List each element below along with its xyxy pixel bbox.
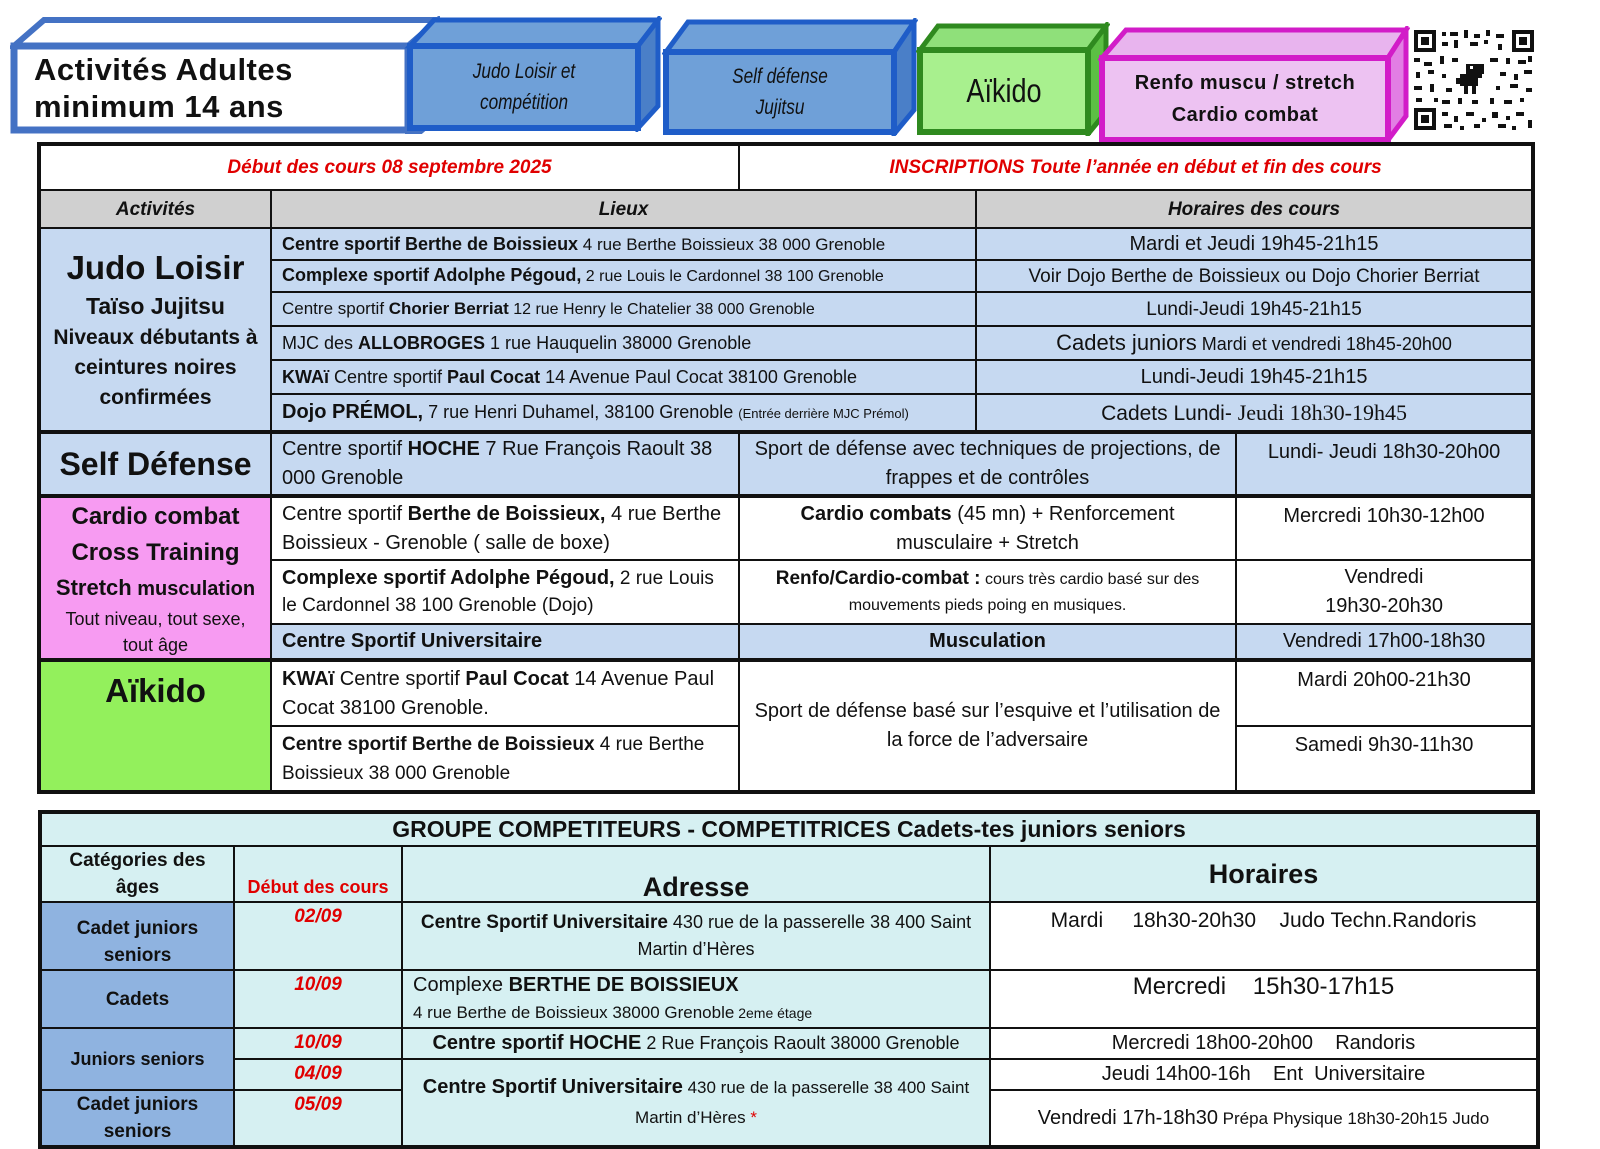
comp-cat-1: Cadets (40, 970, 234, 1028)
inscriptions: INSCRIPTIONS Toute l’année en début et fin des cours (739, 144, 1533, 190)
self-box-line2: Jujitsu (755, 96, 805, 119)
title-line2: minimum 14 ans (34, 89, 284, 124)
comp-date-4: 05/09 (234, 1090, 402, 1147)
comp-addr-0-b: Centre Sportif Universitaire (420, 912, 668, 933)
cardio-time-1a: Vendredi (1344, 566, 1424, 588)
aikido-place-1: 4 rue Berthe Boissieux 38 000 Grenoble (282, 733, 705, 784)
aikido-place-1-b: Centre sportif Berthe de Boissieux (282, 733, 595, 755)
col-activites: Activités (39, 190, 271, 228)
comp-addr-1-small: 2eme étage (734, 1004, 813, 1021)
aikido-place-0-b: Paul Cocat (465, 667, 569, 690)
cardio-place-2-b: Centre Sportif Universitaire (271, 624, 739, 660)
comp-col-debut: Début des cours (234, 846, 402, 902)
judo-place-4-b: Paul Cocat (447, 366, 541, 387)
title-box (10, 16, 440, 134)
comp-addr-3-star: * (750, 1108, 757, 1127)
cardio-row (39, 496, 1533, 560)
cardio-place-1-b: Complexe sportif Adolphe Pégoud, (282, 567, 615, 589)
comp-date-0: 02/09 (234, 902, 402, 970)
aikido-place-0-b0: KWAï (282, 667, 335, 690)
comp-row (40, 1059, 1538, 1090)
judo-place-4: 14 Avenue Paul Cocat 38100 Grenoble (540, 366, 857, 387)
cardio-name2: Cross Training (71, 538, 240, 566)
qr-code-icon[interactable] (1412, 28, 1536, 132)
judo-place-0: 4 rue Berthe Boissieux 38 000 Grenoble (578, 234, 886, 254)
judo-time-3-big: Cadets juniors (1056, 329, 1197, 355)
cardio-place-0: 4 rue Berthe Boissieux - Grenoble ( salle de boxe) (282, 502, 722, 554)
comp-date-3: 04/09 (234, 1059, 402, 1090)
comp-row (40, 902, 1538, 970)
aikido-row (39, 660, 1533, 726)
cardio-activity-cell (39, 496, 271, 660)
self-defense-box[interactable] (662, 18, 918, 136)
judo-place-1-b: Complexe sportif Adolphe Pégoud, (282, 265, 582, 285)
renfo-box[interactable] (1098, 26, 1410, 144)
judo-levels: Niveaux débutants à ceintures noires confirmées (53, 325, 258, 409)
cardio-desc-2-b: Musculation (739, 624, 1236, 660)
judo-place-3-b: ALLOBROGES (358, 332, 486, 353)
aikido-place-0-pre: Centre sportif (334, 667, 466, 690)
cardio-time-0: Mercredi 10h30-12h00 (1236, 496, 1533, 560)
comp-addr-3-b: Centre Sportif Universitaire (422, 1076, 683, 1098)
col-lieux: Lieux (271, 190, 976, 228)
cardio-time-1b: 19h30-20h30 (1325, 595, 1443, 617)
comp-addr-1-b: BERTHE DE BOISSIEUX (508, 973, 739, 996)
judo-activity-cell (39, 228, 271, 432)
judo-place-3-pre: MJC des (282, 332, 359, 353)
self-place-pre: Centre sportif (282, 438, 408, 460)
aikido-time-1: Samedi 9h30-11h30 (1236, 726, 1533, 792)
judo-time-4: Lundi-Jeudi 19h45-21h15 (976, 360, 1533, 394)
title-line1: Activités Adultes (34, 52, 293, 87)
cardio-time-2: Vendredi 17h00-18h30 (1236, 624, 1533, 660)
comp-row (40, 970, 1538, 1028)
self-name: Self Défense (39, 432, 271, 496)
self-desc: Sport de défense avec techniques de projections, de frappes et de contrôles (739, 432, 1236, 496)
comp-cat-0: Cadet juniors seniors (40, 902, 234, 970)
judo-place-5: 7 rue Henri Duhamel, 38100 Grenoble (423, 401, 739, 422)
comp-col-cat: Catégories des âges (40, 846, 234, 902)
comp-addr-2-b: Centre sportif HOCHE (432, 1032, 642, 1054)
judo-place-5-b: Dojo PRÉMOL, (282, 400, 424, 423)
judo-box-line1: Judo Loisir et (472, 60, 576, 83)
aikido-name: Aïkido (105, 672, 206, 709)
main-schedule-table (37, 142, 1535, 794)
self-defense-row (39, 432, 1533, 496)
renfo-box-line2: Cardio combat (1171, 104, 1319, 126)
cardio-name1: Cardio combat (71, 502, 240, 530)
judo-place-1: 2 rue Louis le Cardonnel 38 100 Grenoble (581, 268, 884, 285)
start-date: Début des cours 08 septembre 2025 (39, 144, 739, 190)
judo-place-4-pre: Centre sportif (329, 366, 448, 387)
cardio-name3a: Stretch (55, 574, 132, 600)
comp-time-4: Vendredi 17h-18h30 (1037, 1106, 1218, 1129)
judo-place-3: 1 rue Hauquelin 38000 Grenoble (485, 332, 752, 353)
judo-place-2-b: Chorier Berriat (388, 299, 509, 318)
competition-title: GROUPE COMPETITEURS - COMPETITRICES Cadets-tes juniors seniors (40, 812, 1538, 846)
judo-place-5-note: (Entrée derrière MJC Prémol) (738, 405, 909, 421)
judo-time-5: Cadets Lundi- (1101, 401, 1238, 425)
aikido-time-0: Mardi 20h00-21h30 (1236, 660, 1533, 726)
comp-col-horaires: Horaires (990, 846, 1538, 902)
comp-time-2: Mercredi 18h00-20h00 Randoris (990, 1028, 1538, 1059)
judo-time-5-serif: Jeudi 18h30-19h45 (1237, 399, 1407, 425)
aikido-desc: Sport de défense basé sur l’esquive et l’utilisation de la force de l’adversaire (739, 660, 1236, 792)
judo-row (39, 228, 1533, 260)
comp-date-2: 10/09 (234, 1028, 402, 1059)
judo-place-2: 12 rue Henry le Chatelier 38 000 Grenoble (508, 301, 815, 318)
cardio-place-0-pre: Centre sportif (282, 502, 408, 525)
judo-place-4-b0: KWAï (282, 366, 329, 387)
cardio-name3b: musculation (131, 577, 256, 600)
judo-time-0: Mardi et Jeudi 19h45-21h15 (976, 228, 1533, 260)
comp-addr-1: 4 rue Berthe de Boissieux 38000 Grenoble (413, 1002, 735, 1022)
comp-cat-2: Juniors seniors (40, 1028, 234, 1090)
competition-table (38, 810, 1540, 1149)
comp-addr-3: 430 rue de la passerelle 38 400 Saint Martin d’Hères (635, 1078, 970, 1127)
self-place-b: HOCHE (407, 438, 480, 460)
comp-cat-4: Cadet juniors seniors (40, 1090, 234, 1147)
judo-name: Judo Loisir (66, 248, 245, 286)
aikido-box-label: Aïkido (966, 72, 1042, 109)
comp-time-1: Mercredi 15h30-17h15 (990, 970, 1538, 1028)
judo-time-2: Lundi-Jeudi 19h45-21h15 (976, 292, 1533, 326)
judo-place-2-pre: Centre sportif (282, 299, 389, 318)
comp-addr-1-pre: Complexe (413, 973, 509, 996)
comp-addr-2: 2 Rue François Raoult 38000 Grenoble (641, 1033, 960, 1053)
comp-addr-0: 430 rue de la passerelle 38 400 Saint Martin d’Hères (637, 912, 972, 959)
self-place: 7 Rue François Raoult 38 000 Grenoble (282, 438, 713, 489)
cardio-desc-1-b: Renfo/Cardio-combat : (775, 567, 981, 589)
cardio-desc-0: (45 mn) + Renforcement musculaire + Stretch (896, 502, 1175, 554)
cardio-place-1: 2 rue Louis le Cardonnel 38 100 Grenoble (Dojo) (282, 568, 714, 616)
self-box-line1: Self défense (732, 65, 828, 88)
aikido-place-0: 14 Avenue Paul Cocat 38100 Grenoble. (282, 667, 715, 719)
comp-date-1: 10/09 (234, 970, 402, 1028)
cardio-name4: Tout niveau, tout sexe, tout âge (65, 608, 246, 655)
comp-row (40, 1028, 1538, 1059)
aikido-box[interactable] (916, 22, 1110, 136)
judo-sub: Taïso Jujitsu (86, 292, 225, 319)
judo-time-1: Voir Dojo Berthe de Boissieux ou Dojo Chorier Berriat (976, 260, 1533, 292)
self-time: Lundi- Jeudi 18h30-20h00 (1236, 432, 1533, 496)
judo-place-0-b: Centre sportif Berthe de Boissieux (282, 233, 579, 254)
cardio-desc-0-b: Cardio combats (800, 502, 952, 525)
aikido-activity-cell (39, 660, 271, 792)
comp-time-0: Mardi 18h30-20h30 Judo Techn.Randoris (990, 902, 1538, 970)
judo-box[interactable] (404, 16, 662, 132)
judo-box-line2: compétition (479, 91, 569, 114)
comp-time-3: Jeudi 14h00-16h Ent Universitaire (990, 1059, 1538, 1090)
cardio-desc-1: cours très cardio basé sur des mouvements pieds poing en musiques. (848, 570, 1200, 614)
cardio-place-0-b: Berthe de Boissieux, (407, 502, 606, 525)
comp-col-adresse: Adresse (402, 846, 990, 902)
comp-time-4-small: Prépa Physique 18h30-20h15 Judo (1217, 1108, 1490, 1128)
judo-time-3: Mardi et vendredi 18h45-20h00 (1196, 333, 1452, 354)
col-horaires: Horaires des cours (976, 190, 1533, 228)
renfo-box-line1: Renfo muscu / stretch (1134, 72, 1356, 94)
